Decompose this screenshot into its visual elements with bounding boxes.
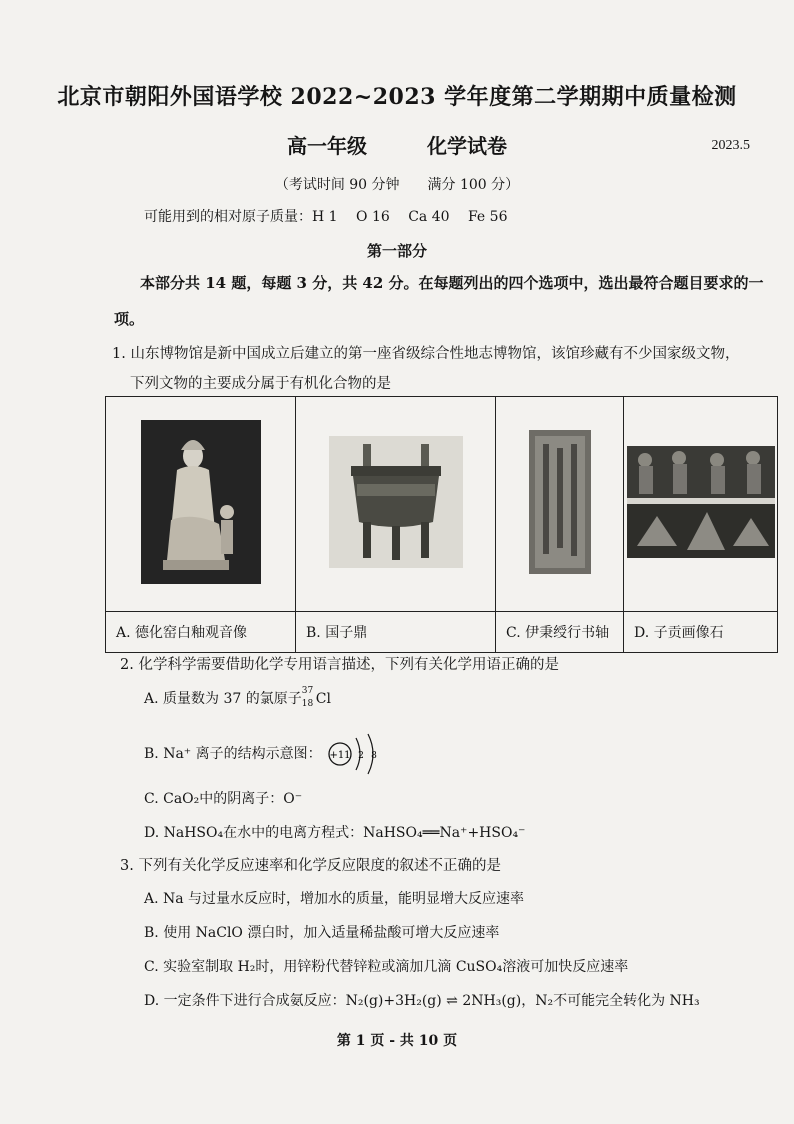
q2-stem: 2. 化学科学需要借助化学专用语言描述，下列有关化学用语正确的是	[120, 657, 559, 673]
guanyin-statue-image	[141, 420, 261, 584]
relic-image-cell-d	[624, 397, 778, 612]
q2-option-d: D. NaHSO₄在水中的电离方程式：NaHSO₄══Na⁺+HSO₄⁻	[144, 825, 526, 841]
q1-stem-line-1: 1. 山东博物馆是新中国成立后建立的第一座省级综合性地志博物馆，该馆珍藏有不少国家级文物，	[112, 346, 740, 362]
atomic-number: 18	[301, 699, 314, 709]
nucleus-charge: +11	[329, 750, 351, 761]
q3-option-a: A. Na 与过量水反应时，增加水的质量，能明显增大反应速率	[144, 891, 525, 907]
exam-title: 北京市朝阳外国语学校 2022~2023 学年度第二学期期中质量检测	[57, 84, 737, 110]
option-d-caption: D. 子贡画像石	[624, 612, 778, 653]
q3-stem: 3. 下列有关化学反应速率和化学反应限度的叙述不正确的是	[120, 858, 501, 874]
atomic-masses: 可能用到的相对原子质量：H 1 O 16 Ca 40 Fe 56	[144, 209, 508, 225]
option-a-caption: A. 德化窑白釉观音像	[106, 612, 296, 653]
option-c-caption: C. 伊秉绶行书轴	[496, 612, 624, 653]
full-score: 满分 100 分）	[427, 177, 520, 193]
q2-option-a-text: A. 质量数为 37 的氯原子	[144, 691, 302, 707]
exam-info	[0, 174, 794, 194]
shell-2-electrons: 8	[371, 751, 377, 761]
option-b-caption: B. 国子鼎	[296, 612, 496, 653]
relics-table	[105, 396, 778, 653]
q2-option-b-text: B. Na⁺ 离子的结构示意图：	[144, 746, 322, 762]
calligraphy-scroll-image	[529, 430, 591, 574]
q3-option-b: B. 使用 NaClO 漂白时，加入适量稀盐酸可增大反应速率	[144, 925, 500, 941]
relic-image-cell-a	[106, 397, 296, 612]
q3-option-d: D. 一定条件下进行合成氨反应：N₂(g)+3H₂(g) ⇌ 2NH₃(g)，N₂不可能完全转化为 NH₃	[144, 993, 700, 1009]
shell-1-electrons: 2	[358, 751, 364, 761]
mass-number: 37	[301, 686, 314, 696]
exam-subtitle	[0, 130, 794, 159]
subject-label: 化学试卷	[427, 134, 507, 158]
element-symbol: Cl	[315, 691, 331, 707]
part-title: 第一部分	[366, 242, 427, 260]
q3-option-c: C. 实验室制取 H₂时，用锌粉代替锌粒或滴加几滴 CuSO₄溶液可加快反应速率	[144, 959, 629, 975]
stone-relief-image	[627, 446, 775, 558]
exam-time: （考试时间 90 分钟	[274, 177, 400, 193]
relic-image-cell-c	[496, 397, 624, 612]
q2-option-a	[144, 688, 331, 708]
page-footer: 第 1 页 - 共 10 页	[336, 1033, 458, 1049]
instructions-line-2: 项。	[114, 310, 145, 328]
relic-image-cell-b	[296, 397, 496, 612]
instructions-line-1: 本部分共 14 题，每题 3 分，共 42 分。在每题列出的四个选项中，选出最符合题目要求的一	[140, 274, 764, 292]
q2-option-c: C. CaO₂中的阴离子：O⁻	[144, 791, 303, 807]
nuclide-notation	[301, 686, 316, 709]
exam-date: 2023.5	[711, 138, 750, 153]
guozi-ding-image	[329, 436, 463, 568]
q2-option-b	[144, 732, 386, 776]
grade-label: 高一年级	[287, 134, 367, 158]
sodium-ion-diagram	[326, 732, 386, 776]
q1-stem-line-2: 下列文物的主要成分属于有机化合物的是	[130, 376, 391, 392]
